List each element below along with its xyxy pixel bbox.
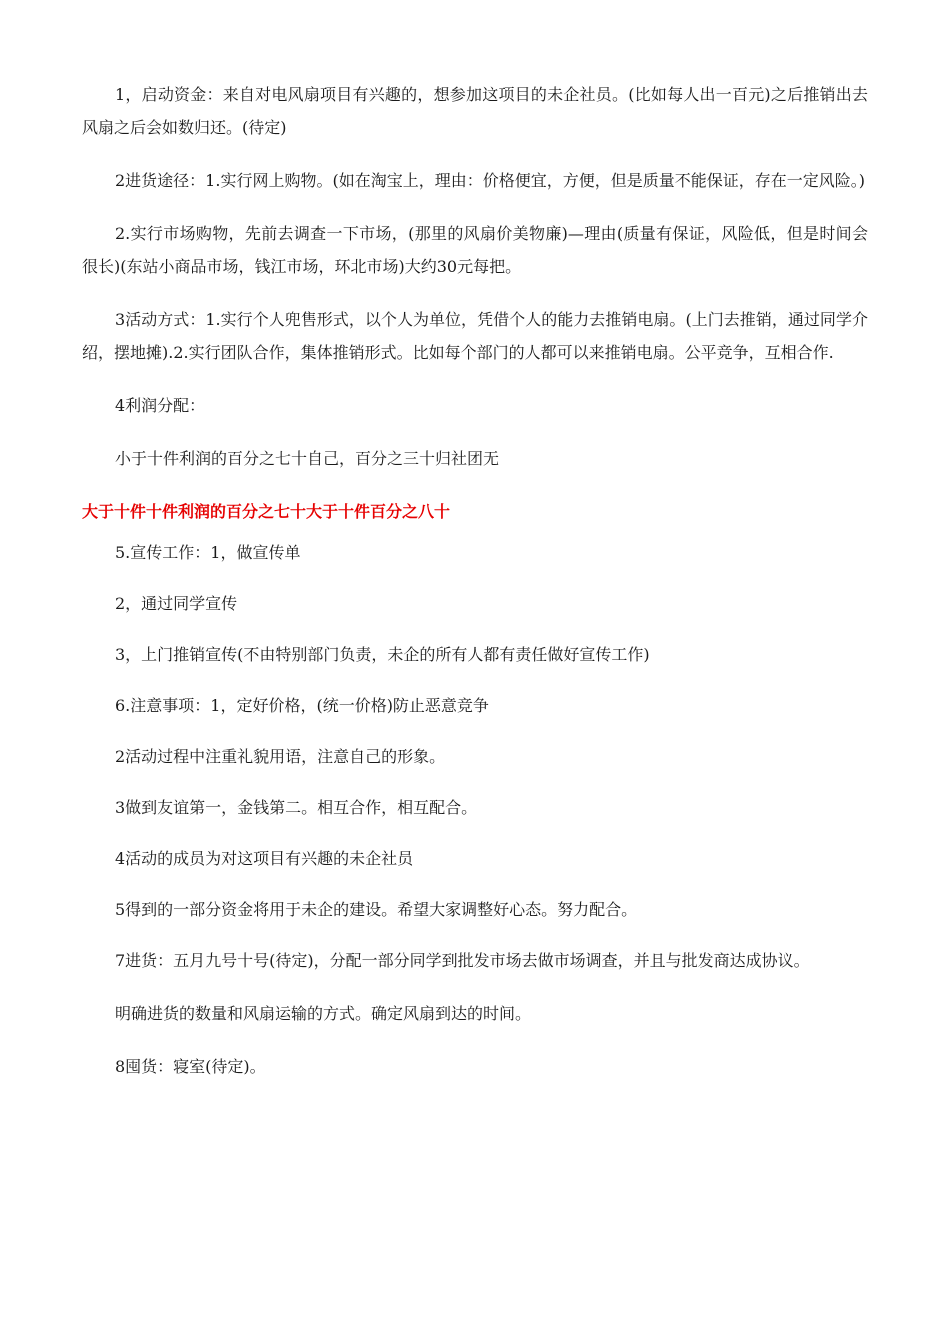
paragraph-publicity-1: 5.宣传工作：1，做宣传单 <box>115 543 301 562</box>
paragraph-notes-1: 6.注意事项：1，定好价格，(统一价格)防止恶意竞争 <box>115 696 489 715</box>
paragraph-publicity-3: 3，上门推销宣传(不由特别部门负责，未企的所有人都有责任做好宣传工作) <box>115 645 650 664</box>
paragraph-purchase-channel-market: 2.实行市场购物，先前去调查一下市场，(那里的风扇价美物廉)—理由(质量有保证，风险低，但是时间会很长)(东站小商品市场，钱江市场，环北市场)大约30元每把。 <box>82 224 868 276</box>
paragraph-activity-method: 3活动方式：1.实行个人兜售形式，以个人为单位，凭借个人的能力去推销电扇。(上门去推销，通过同学介绍，摆地摊).2.实行团队合作，集体推销形式。比如每个部门的人都可以来推销电扇。公平竞争，互相合作. <box>82 310 868 362</box>
red-heading-profit-over-ten: 大于十件十件利润的百分之七十大于十件百分之八十 <box>82 502 451 521</box>
paragraph-publicity-2: 2，通过同学宣传 <box>115 594 238 613</box>
document-page <box>82 78 868 1103</box>
paragraph-notes-4: 4活动的成员为对这项目有兴趣的未企社员 <box>115 849 414 868</box>
paragraph-storage: 8囤货：寝室(待定)。 <box>115 1057 266 1076</box>
paragraph-stock-quantity: 明确进货的数量和风扇运输的方式。确定风扇到达的时间。 <box>115 1004 532 1023</box>
paragraph-stock-purchase: 7进货：五月九号十号(待定)，分配一部分同学到批发市场去做市场调查，并且与批发商达成协议。 <box>115 951 810 970</box>
paragraph-notes-5: 5得到的一部分资金将用于未企的建设。希望大家调整好心态。努力配合。 <box>115 900 638 919</box>
paragraph-profit-under-ten: 小于十件利润的百分之七十自己，百分之三十归社团无 <box>115 449 500 468</box>
paragraph-notes-3: 3做到友谊第一，金钱第二。相互合作，相互配合。 <box>115 798 478 817</box>
paragraph-notes-2: 2活动过程中注重礼貌用语，注意自己的形象。 <box>115 747 446 766</box>
paragraph-purchase-channel-online: 2进货途径：1.实行网上购物。(如在淘宝上，理由：价格便宜，方便，但是质量不能保证，存在一定风险。) <box>115 171 865 190</box>
paragraph-profit-distribution: 4利润分配： <box>115 396 206 415</box>
paragraph-startup-funds: 1，启动资金：来自对电风扇项目有兴趣的，想参加这项目的未企社员。(比如每人出一百元)之后推销出去风扇之后会如数归还。(待定) <box>82 85 868 137</box>
